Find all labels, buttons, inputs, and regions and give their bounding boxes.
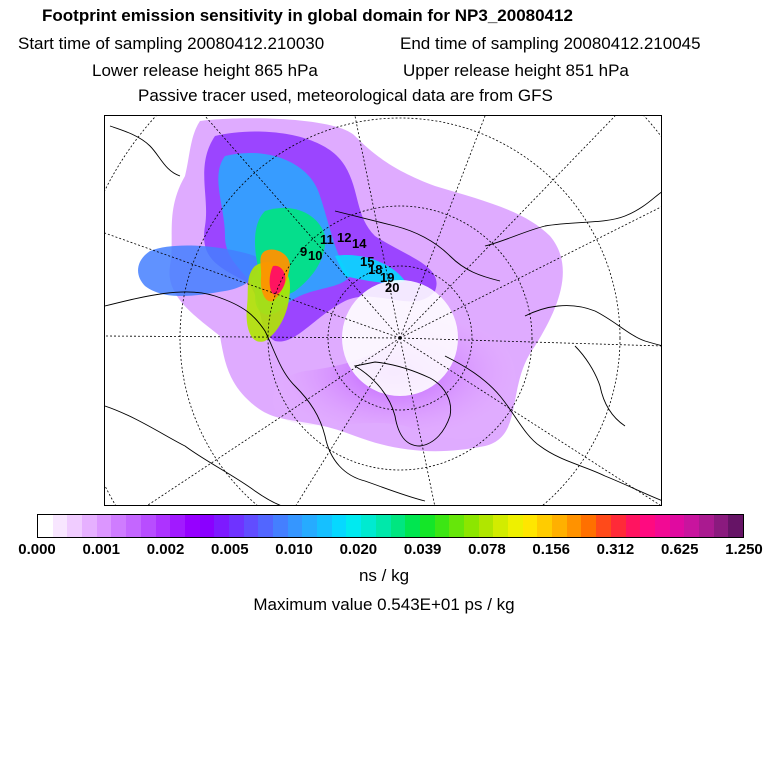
maximum-value: Maximum value 0.543E+01 ps / kg: [253, 595, 515, 614]
day-marker-19: 19: [380, 270, 395, 285]
colorbar-swatch: [714, 515, 729, 537]
colorbar-swatch: [523, 515, 538, 537]
colorbar-swatch: [655, 515, 670, 537]
colorbar-tick-label: 0.002: [146, 541, 185, 558]
upper-release-height: Upper release height 851 hPa: [403, 61, 629, 80]
colorbar-swatch: [229, 515, 244, 537]
colorbar-swatch: [141, 515, 156, 537]
day-marker-15: 15: [360, 254, 375, 269]
day-marker-18: 18: [368, 262, 383, 277]
colorbar-swatch: [273, 515, 288, 537]
colorbar: [37, 514, 744, 538]
colorbar-swatch: [405, 515, 420, 537]
colorbar-swatch: [493, 515, 508, 537]
day-marker-10: 10: [308, 248, 323, 263]
colorbar-tick-label: 0.020: [339, 541, 378, 558]
colorbar-swatch: [684, 515, 699, 537]
colorbar-tick-label: 1.250: [725, 541, 763, 558]
colorbar-swatch: [376, 515, 391, 537]
colorbar-swatch: [214, 515, 229, 537]
colorbar-swatch: [552, 515, 567, 537]
colorbar-tick-label: 0.312: [596, 541, 635, 558]
colorbar-swatch: [537, 515, 552, 537]
colorbar-unit: ns / kg: [358, 566, 410, 585]
colorbar-swatch: [200, 515, 215, 537]
day-marker-11: 11: [320, 232, 334, 247]
colorbar-tick-label: 0.625: [660, 541, 699, 558]
colorbar-swatch: [596, 515, 611, 537]
colorbar-swatch: [302, 515, 317, 537]
plot-title: Footprint emission sensitivity in global domain for NP3_20080412: [42, 6, 573, 25]
colorbar-swatch: [82, 515, 97, 537]
colorbar-swatch: [435, 515, 450, 537]
colorbar-swatch: [126, 515, 141, 537]
colorbar-tick-label: 0.000: [18, 541, 56, 558]
colorbar-tick-label: 0.010: [275, 541, 313, 558]
colorbar-swatch: [346, 515, 361, 537]
colorbar-swatch: [156, 515, 171, 537]
day-marker-9: 9: [300, 244, 308, 259]
colorbar-swatch: [581, 515, 596, 537]
colorbar-swatch: [464, 515, 479, 537]
colorbar-tick-label: 0.001: [82, 541, 121, 558]
colorbar-swatch: [170, 515, 185, 537]
day-marker-20: 20: [385, 280, 400, 295]
lower-release-height: Lower release height 865 hPa: [92, 61, 318, 80]
colorbar-tick-label: 0.039: [403, 541, 442, 558]
colorbar-swatch: [640, 515, 655, 537]
colorbar-swatch: [53, 515, 68, 537]
polar-map: [104, 115, 662, 506]
colorbar-swatch: [185, 515, 200, 537]
colorbar-swatch: [111, 515, 126, 537]
colorbar-swatch: [728, 515, 743, 537]
sampling-start-time: Start time of sampling 20080412.210030: [18, 34, 325, 53]
colorbar-swatch: [449, 515, 464, 537]
colorbar-swatch: [699, 515, 714, 537]
map-svg: [105, 116, 662, 506]
colorbar-swatch: [361, 515, 376, 537]
colorbar-tick-label: 0.156: [532, 541, 570, 558]
day-marker-14: 14: [352, 236, 367, 251]
colorbar-swatch: [332, 515, 347, 537]
colorbar-swatch: [244, 515, 259, 537]
sampling-end-time: End time of sampling 20080412.210045: [400, 34, 701, 53]
colorbar-swatch: [420, 515, 435, 537]
day-marker-12: 12: [337, 230, 352, 245]
tracer-note: Passive tracer used, meteorological data are from GFS: [138, 86, 553, 105]
colorbar-swatch: [508, 515, 523, 537]
colorbar-swatch: [97, 515, 112, 537]
colorbar-swatch: [626, 515, 641, 537]
colorbar-swatch: [67, 515, 82, 537]
colorbar-swatch: [317, 515, 332, 537]
colorbar-tick-label: 0.078: [468, 541, 506, 558]
colorbar-swatch: [479, 515, 494, 537]
colorbar-swatch: [567, 515, 582, 537]
colorbar-swatch: [258, 515, 273, 537]
colorbar-swatch: [288, 515, 303, 537]
colorbar-swatch: [391, 515, 406, 537]
colorbar-swatch: [670, 515, 685, 537]
colorbar-tick-label: 0.005: [211, 541, 249, 558]
colorbar-swatch: [611, 515, 626, 537]
colorbar-swatch: [38, 515, 53, 537]
